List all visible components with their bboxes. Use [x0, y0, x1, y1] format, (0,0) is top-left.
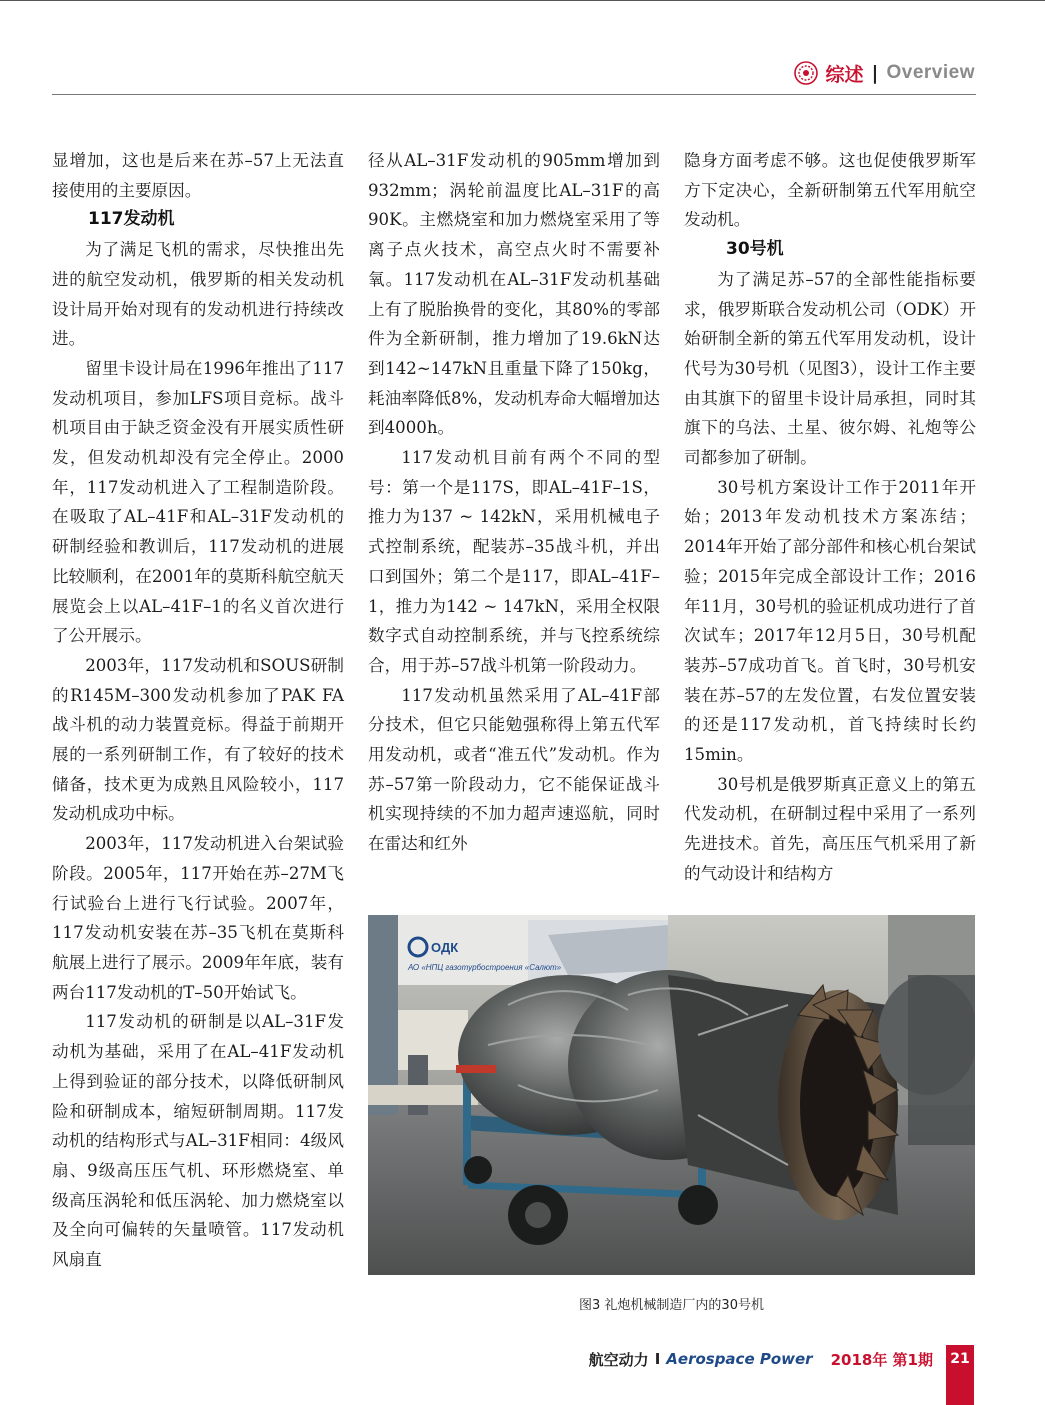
- paragraph: 117发动机的研制是以AL–31F发动机为基础，采用了在AL–41F发动机上得到验证的部分技术，以降低研制风险和研制成本，缩短研制周期。117发动机的结构形式与AL–31F相同：4级风扇、9级高压压气机、环形燃烧室、单级高压涡轮和低压涡轮、加力燃烧室以及全向可偏转的矢量喷管。117发动机风扇直: [52, 1012, 344, 1270]
- text-column-2: [368, 146, 660, 859]
- text-column-3: [684, 146, 976, 889]
- section-title-en: Overview: [886, 62, 975, 83]
- paragraph: 117发动机目前有两个不同的型号：第一个是117S，即AL–41F–1S，推力为137 ~ 142kN，采用机械电子式控制系统，配装苏–35战斗机，并出口到国外；第二个是117，即AL–41F–1，推力为142 ~ 147kN，采用全权限数字式自动控制系统，并与飞控系统综合，用于苏–57战斗机第一阶段动力。: [368, 448, 660, 675]
- paragraph: 117发动机虽然采用了AL–41F部分技术，但它只能勉强称得上第五代军用发动机，或者“准五代”发动机。作为苏–57第一阶段动力，它不能保证战斗机实现持续的不加力超声速巡航，同时在雷达和红外: [368, 685, 660, 854]
- banner-company-text: АО «НПЦ газотурбостроения «Салют»: [408, 963, 562, 972]
- issue-label: 2018年 第1期: [830, 1350, 933, 1369]
- figure-caption: 图3 礼炮机械制造厂内的30号机: [579, 1298, 764, 1313]
- paragraph: 径从AL–31F发动机的905mm增加到932mm；涡轮前温度比AL–31F的高90K。主燃烧室和加力燃烧室采用了等离子点火技术，高空点火时不需要补氧。117发动机在AL–31F发动机基础上有了脱胎换骨的变化，其80%的零部件为全新研制，推力增加了19.6kN达到142~147kN且重量下降了150kg，耗油率降低8%，发动机寿命大幅增加达到4000h。: [368, 151, 660, 438]
- section-heading: 30号机: [726, 239, 784, 260]
- section-separator: |: [871, 62, 879, 84]
- paragraph: 为了满足飞机的需求，尽快推出先进的航空发动机，俄罗斯的相关发动机设计局开始对现有的发动机进行持续改进。: [52, 240, 344, 349]
- paragraph: 2003年，117发动机进入台架试验阶段。2005年，117开始在苏–27M飞行试验台上进行飞行试验。2007年，117发动机安装在苏–35飞机在莫斯科航展上进行了展示。2009年年底，装有两台117发动机的T–50开始试飞。: [52, 834, 344, 1002]
- figure-engine-photo: [368, 915, 975, 1275]
- paragraph: 为了满足苏–57的全部性能指标要求，俄罗斯联合发动机公司（ODK）开始研制全新的第五代军用发动机，设计代号为30号机（见图3），设计工作主要由其旗下的留里卡设计局承担，同时其旗下的乌法、土星、彼尔姆、礼炮等公司都参加了研制。: [684, 269, 976, 468]
- top-rule: [0, 0, 1045, 1]
- banner-logo-text: ОДК: [431, 940, 459, 955]
- header-rule: [52, 94, 976, 95]
- paragraph: 30号机方案设计工作于2011年开始；2013年发动机技术方案冻结；2014年开始了部分部件和核心机台架试验；2015年完成全部设计工作；2016年11月，30号机的验证机成功进行了首次试车；2017年12月5日，30号机配装苏–57成功首飞。首飞时，30号机安装在苏–57的左发位置，右发位置安装的还是117发动机，首飞持续时长约15min。: [684, 477, 976, 765]
- jet-engine-photo-icon: [368, 915, 975, 1275]
- section-title-cn: 综述: [825, 63, 864, 86]
- paragraph: 显增加，这也是后来在苏–57上无法直接使用的主要原因。: [52, 151, 344, 200]
- text-column-1: [52, 146, 344, 1275]
- paragraph: 30号机是俄罗斯真正意义上的第五代发动机，在研制过程中采用了一系列先进技术。首先，高压压气机采用了新的气动设计和结构方: [684, 774, 976, 883]
- paragraph: 隐身方面考虑不够。这也促使俄罗斯军方下定决心，全新研制第五代军用航空发动机。: [684, 151, 976, 230]
- page-footer: [589, 1348, 933, 1370]
- section-header: [794, 60, 975, 86]
- journal-name-en: Aerospace Power: [666, 1350, 813, 1368]
- paragraph: 2003年，117发动机和SOUS研制的R145M–300发动机参加了PAK FA战斗机的动力装置竞标。得益于前期开展的一系列研制工作，有了较好的技术储备，技术更为成熟且风险较小，117发动机成功中标。: [52, 655, 344, 824]
- section-heading: 117发动机: [88, 209, 175, 230]
- paragraph: 留里卡设计局在1996年推出了117发动机项目，参加LFS项目竞标。战斗机项目由于缺乏资金没有开展实质性研发，但发动机却没有完全停止。2000年，117发动机进入了工程制造阶段。在吸取了AL–41F和AL–31F发动机的研制经验和教训后，117发动机的进展比较顺利，在2001年的莫斯科航空航天展览会上以AL–41F–1的名义首次进行了公开展示。: [52, 358, 344, 646]
- journal-name-cn: 航空动力: [588, 1350, 649, 1369]
- journal-logo-icon: [794, 61, 818, 85]
- journal-separator: I: [654, 1350, 661, 1368]
- page-number: 21: [946, 1345, 974, 1405]
